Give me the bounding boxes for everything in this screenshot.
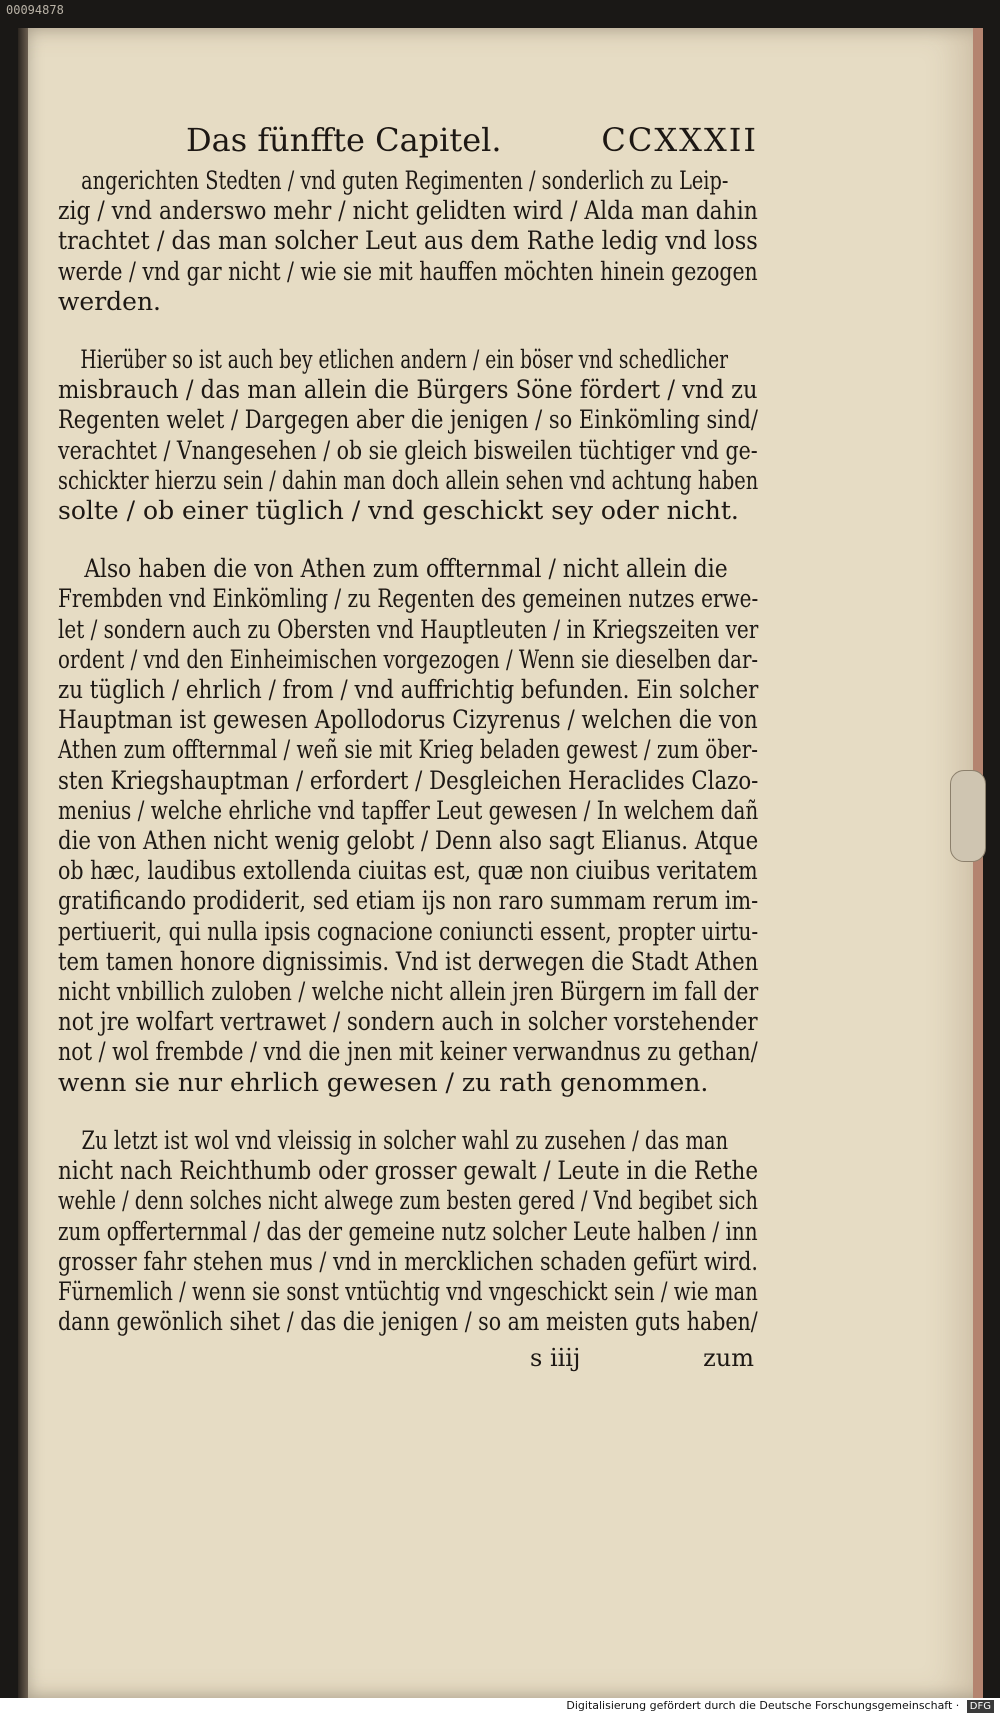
text-line: trachtet / das man solcher Leut aus dem Rathe ledig vnd loss: [58, 226, 758, 256]
text-line: schickter hierzu sein / dahin man doch allein sehen vnd achtung haben: [58, 465, 759, 495]
text-line: Hierüber so ist auch bey etlichen andern / ein böser vnd schedlicher: [80, 345, 729, 375]
text-line: gratificando prodiderit, sed etiam ijs non raro summam rerum im-: [58, 886, 759, 916]
text-line: ob hæc, laudibus extollenda ciuitas est, quæ non ciuibus veritatem: [58, 856, 758, 886]
text-line: zum opfferternmal / das der gemeine nutz solcher Leute halben / inn: [58, 1216, 758, 1246]
page-text: [58, 120, 758, 1373]
text-line: grosser fahr stehen mus / vnd in mercklichen schaden gefürt wird.: [58, 1246, 758, 1276]
text-line: Also haben die von Athen zum offternmal / nicht allein die: [84, 554, 728, 584]
text-line: ordent / vnd den Einheimischen vorgezogen / Wenn sie dieselben dar-: [58, 644, 759, 674]
catchword: zum: [703, 1344, 754, 1373]
text-line: Athen zum offternmal / weñ sie mit Krieg beladen gewest / zum öber-: [58, 735, 758, 765]
text-line: zig / vnd anderswo mehr / nicht gelidten wird / Alda man dahin: [58, 196, 758, 226]
text-line: Frembden vnd Einkömling / zu Regenten des gemeinen nutzes erwe-: [58, 584, 759, 614]
text-line: verachtet / Vnangesehen / ob sie gleich bisweilen tüchtiger vnd ge-: [58, 435, 758, 465]
text-line: misbrauch / das man allein die Bürgers Söne fördert / vnd zu: [58, 375, 758, 405]
credit-text: Digitalisierung gefördert durch die Deutsche Forschungsgemeinschaft ·: [566, 1699, 960, 1712]
text-line: not / wol frembde / vnd die jnen mit keiner verwandnus zu gethan/: [58, 1037, 758, 1067]
text-line: Fürnemlich / wenn sie sonst vntüchtig vnd vngeschickt sein / wie man: [58, 1276, 758, 1306]
text-line: not jre wolfart vertrawet / sondern auch in solcher vorstehender: [58, 1007, 758, 1037]
running-header: [186, 120, 758, 160]
text-line: menius / welche ehrliche vnd tapffer Leut gewesen / In welchem dañ: [58, 795, 759, 825]
text-line: tem tamen honore dignissimis. Vnd ist derwegen die Stadt Athen: [58, 946, 759, 976]
text-line: dann gewönlich sihet / das die jenigen / so am meisten guts haben/: [58, 1307, 758, 1337]
text-line: Regenten welet / Dargegen aber die jenigen / so Einkömling sind/: [58, 405, 758, 435]
page-footer: [58, 1343, 758, 1373]
paragraph: [58, 554, 758, 1098]
text-line: zu tüglich / ehrlich / from / vnd auffrichtig befunden. Ein solcher: [58, 675, 759, 705]
paragraph: [58, 166, 758, 317]
text-line: nicht vnbillich zuloben / welche nicht allein jren Bürgern im fall der: [58, 977, 759, 1007]
text-line: wehle / denn solches nicht alwege zum besten gered / Vnd begibet sich: [58, 1186, 758, 1216]
text-line: Hauptman ist gewesen Apollodorus Cizyrenus / welchen die von: [58, 705, 758, 735]
text-line: werden.: [58, 286, 161, 316]
text-line: Zu letzt ist wol vnd vleissig in solcher wahl zu zusehen / das man: [81, 1125, 729, 1155]
text-line: pertiuerit, qui nulla ipsis cognacione coniuncti essent, propter uirtu-: [58, 916, 759, 946]
text-line: solte / ob einer tüglich / vnd geschickt sey oder nicht.: [58, 496, 739, 526]
scan-id-fragment: 00094878: [6, 3, 64, 17]
dfg-logo: DFG: [967, 1700, 994, 1713]
signature-mark: s iiij: [530, 1344, 581, 1373]
text-line: angerichten Stedten / vnd guten Regimenten / sonderlich zu Leip-: [81, 166, 729, 195]
text-line: die von Athen nicht wenig gelobt / Denn also sagt Elianus. Atque: [58, 826, 759, 856]
paragraph: [58, 345, 758, 526]
text-line: werde / vnd gar nicht / wie sie mit hauffen möchten hinein gezogen: [58, 256, 758, 286]
text-line: sten Kriegshauptman / erfordert / Desgleichen Heraclides Clazo-: [58, 765, 759, 795]
book-spine: [18, 28, 28, 1698]
book-clasp: [950, 770, 986, 862]
text-line: wenn sie nur ehrlich gewesen / zu rath genommen.: [58, 1067, 709, 1097]
folio-number: CCXXXII: [601, 121, 758, 159]
text-line: let / sondern auch zu Obersten vnd Hauptleuten / in Kriegszeiten ver: [58, 614, 759, 644]
text-line: nicht nach Reichthumb oder grosser gewalt / Leute in die Rethe: [58, 1156, 759, 1186]
paragraph: [58, 1126, 758, 1337]
chapter-title: Das fünffte Capitel.: [186, 121, 502, 159]
body-text: [58, 166, 758, 1337]
credit-bar: [0, 1698, 1000, 1714]
